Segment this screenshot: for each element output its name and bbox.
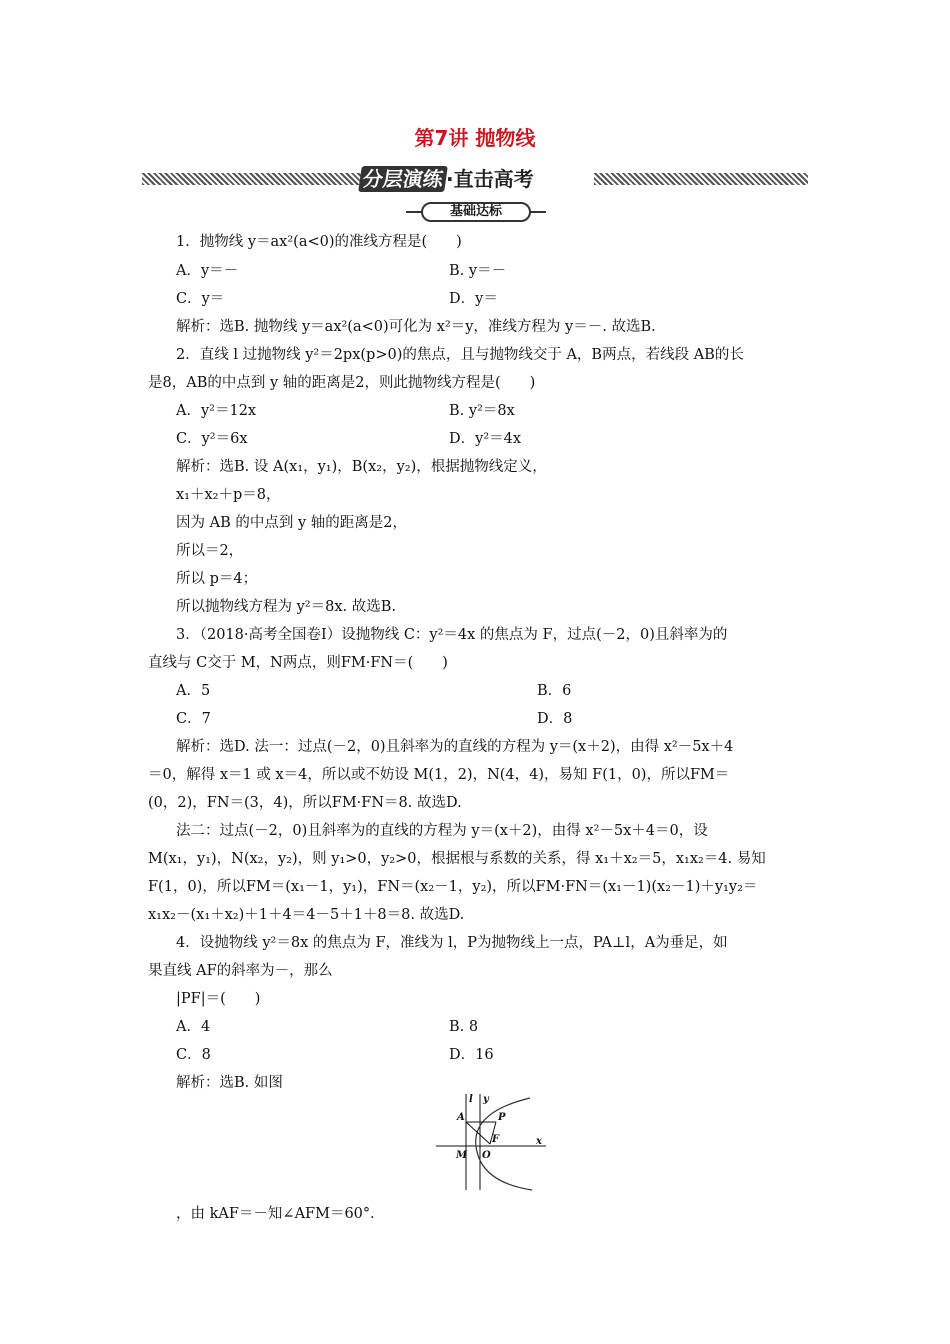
- q2-solution-line2: x₁＋x₂＋p＝8，: [176, 487, 281, 503]
- q1-option-d: D．y＝: [449, 291, 498, 307]
- label-p: P: [498, 1112, 506, 1123]
- label-o: O: [482, 1150, 491, 1161]
- banner-plain-text: 直击高考: [453, 167, 534, 191]
- label-a: A: [457, 1112, 465, 1123]
- q3-option-d: D．8: [537, 711, 573, 727]
- q3-method2-line4: x₁x₂－(x₁＋x₂)＋1＋4＝4－5＋1＋8＝8. 故选D.: [148, 907, 465, 923]
- q3-method2-line2: M(x₁，y₁)，N(x₂，y₂)，则 y₁>0，y₂>0，根据根与系数的关系，得 x₁＋x₂＝5，x₁x₂＝4. 易知: [148, 851, 766, 867]
- q2-option-a: A．y²＝12x: [176, 403, 257, 419]
- q2-option-d: D．y²＝4x: [449, 431, 522, 447]
- section-tag: [406, 202, 546, 222]
- q4-stem-line3: |PF|＝( ): [176, 991, 261, 1007]
- parabola-figure: [432, 1090, 560, 1194]
- tag-label: 基础达标: [421, 202, 531, 222]
- banner-boxed-text: 分层演练: [358, 166, 448, 192]
- section-banner: [142, 166, 808, 192]
- label-x: x: [536, 1136, 542, 1147]
- q4-stem-line2: 果直线 AF的斜率为－，那么: [148, 963, 333, 979]
- q1-option-c: C．y＝: [176, 291, 225, 307]
- q1-option-b: B. y＝－: [449, 263, 507, 279]
- q2-stem-line2: 是8，AB的中点到 y 轴的距离是2，则此抛物线方程是( ): [148, 375, 536, 391]
- q3-option-b: B．6: [537, 683, 572, 699]
- banner-hatch-right: [594, 173, 808, 185]
- label-m: M: [456, 1150, 468, 1161]
- label-f: F: [492, 1134, 500, 1145]
- q1-option-a: A．y＝－: [176, 263, 239, 279]
- q4-solution-line1: 解析：选B. 如图: [176, 1075, 283, 1091]
- q2-solution-line5: 所以 p＝4；: [176, 571, 258, 587]
- q2-solution-line3: 因为 AB 的中点到 y 轴的距离是2，: [176, 515, 407, 531]
- q2-option-b: B. y²＝8x: [449, 403, 515, 419]
- banner-dot: ·: [446, 167, 454, 191]
- q2-solution-line6: 所以抛物线方程为 y²＝8x. 故选B.: [176, 599, 396, 615]
- q3-method2-line1: 法二：过点(－2，0)且斜率为的直线的方程为 y＝(x＋2)，由得 x²－5x＋4＝0，设: [176, 823, 708, 839]
- label-l: l: [469, 1094, 473, 1105]
- q2-stem-line1: 2．直线 l 过抛物线 y²＝2px(p>0)的焦点，且与抛物线交于 A，B两点，若线段 AB的长: [176, 347, 744, 363]
- q3-option-c: C．7: [176, 711, 211, 727]
- q3-solution-line3: (0，2)，FN＝(3，4)，所以FM·FN＝8. 故选D.: [148, 795, 462, 811]
- segment-af: [466, 1122, 490, 1144]
- q4-stem-line1: 4．设抛物线 y²＝8x 的焦点为 F，准线为 l，P为抛物线上一点，PA⊥l，A为垂足，如: [176, 935, 728, 951]
- banner-hatch-left: [142, 173, 362, 185]
- q3-stem-line2: 直线与 C交于 M，N两点，则FM·FN＝( ): [148, 655, 448, 671]
- q3-stem-line1: 3．（2018·高考全国卷Ⅰ）设抛物线 C：y²＝4x 的焦点为 F，过点(－2，0)且斜率为的: [176, 627, 728, 643]
- q1-stem: 1．抛物线 y＝ax²(a<0)的准线方程是( ): [176, 234, 462, 250]
- parabola-diagram: [432, 1090, 560, 1194]
- q4-option-b: B. 8: [449, 1019, 479, 1035]
- label-y: y: [483, 1094, 489, 1105]
- q4-option-c: C．8: [176, 1047, 211, 1063]
- q4-option-a: A．4: [176, 1019, 211, 1035]
- banner-label: [360, 166, 600, 192]
- q4-solution-line2: ，由 kAF＝－知∠AFM＝60°．: [176, 1206, 385, 1222]
- q3-solution-line2: ＝0，解得 x＝1 或 x＝4，所以或不妨设 M(1，2)，N(4，4)，易知 F(1，0)，所以FM＝: [148, 767, 730, 783]
- q3-method2-line3: F(1，0)，所以FM＝(x₁－1，y₁)，FN＝(x₂－1，y₂)，所以FM·FN＝(x₁－1)(x₂－1)＋y₁y₂＝: [148, 879, 758, 895]
- page-title: 第7讲 抛物线: [414, 126, 536, 150]
- q2-solution-line1: 解析：选B. 设 A(x₁，y₁)，B(x₂，y₂)，根据抛物线定义，: [176, 459, 547, 475]
- q3-option-a: A．5: [176, 683, 211, 699]
- q3-solution-line1: 解析：选D. 法一：过点(－2，0)且斜率为的直线的方程为 y＝(x＋2)，由得 x²－5x＋4: [176, 739, 734, 755]
- q4-option-d: D．16: [449, 1047, 494, 1063]
- q1-solution: 解析：选B. 抛物线 y＝ax²(a<0)可化为 x²＝y，准线方程为 y＝－. 故选B.: [176, 319, 656, 335]
- q2-option-c: C．y²＝6x: [176, 431, 248, 447]
- q2-solution-line4: 所以＝2，: [176, 543, 244, 559]
